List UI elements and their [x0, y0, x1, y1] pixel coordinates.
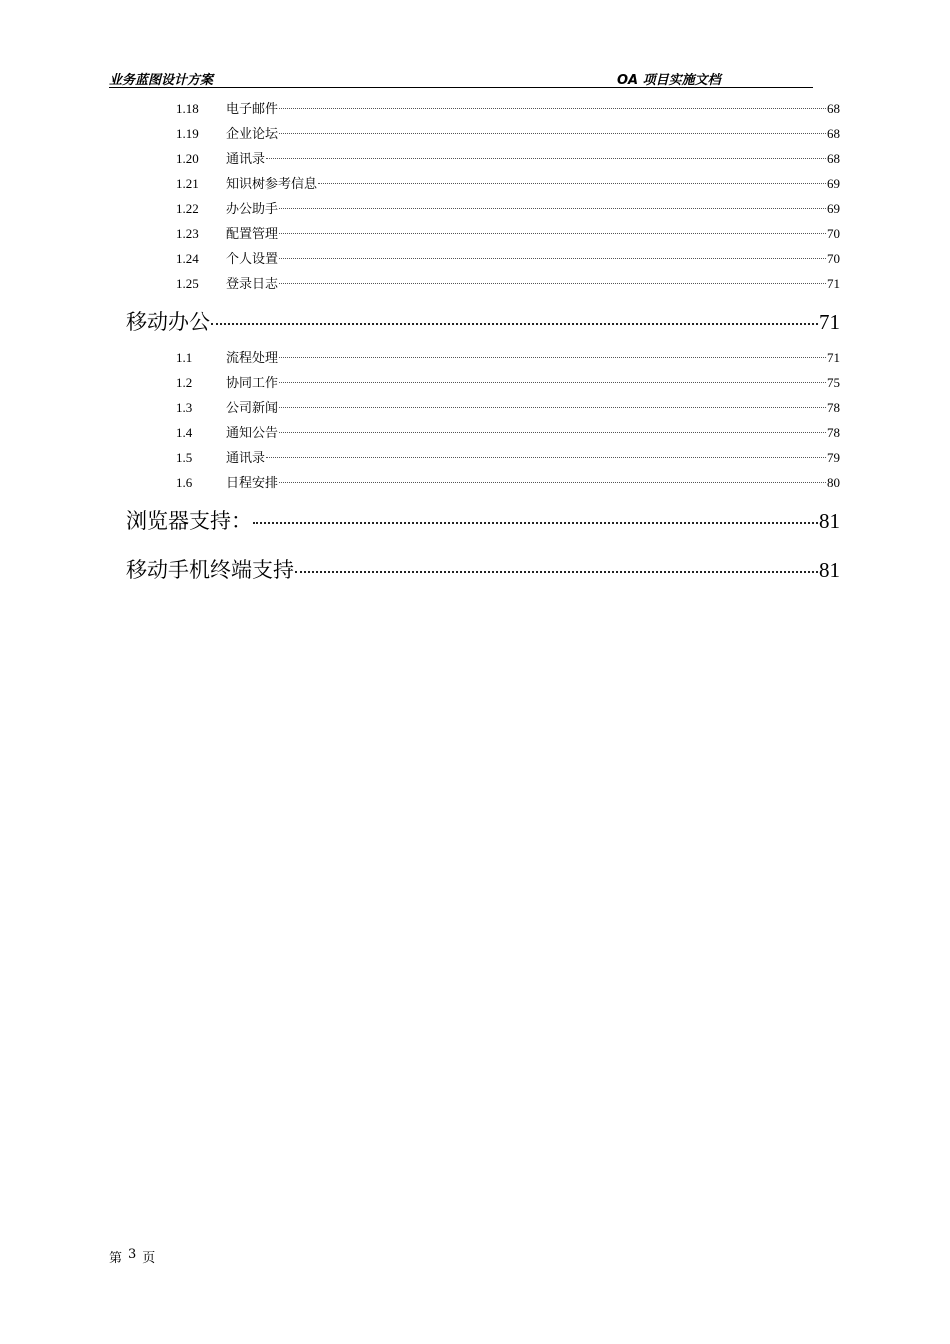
- toc-entry-title: 协同工作: [226, 376, 279, 391]
- toc-chapter-entry[interactable]: [126, 555, 840, 585]
- toc-entry-page: 70: [827, 251, 840, 266]
- toc-entry-page: 70: [827, 226, 840, 241]
- toc-entry[interactable]: [176, 124, 840, 144]
- toc-entry-title: 个人设置: [226, 252, 279, 267]
- header-doc-title: 业务蓝图设计方案: [109, 73, 214, 88]
- toc-chapter-page: 81: [819, 509, 840, 533]
- toc-leader-dots: [279, 283, 826, 284]
- toc-entry-title: 电子邮件: [226, 102, 279, 117]
- toc-chapter-title: 移动手机终端支持: [126, 558, 294, 582]
- toc-entry-page: 79: [827, 450, 840, 465]
- toc-entry-title: 公司新闻: [226, 401, 279, 416]
- toc-entry-number: 1.5: [176, 450, 193, 465]
- toc-entry-page: 68: [827, 151, 840, 166]
- toc-entry-number: 1.24: [176, 251, 199, 266]
- toc-entry-number: 1.25: [176, 276, 199, 291]
- toc-leader-dots: [279, 407, 826, 408]
- toc-entry-number: 1.2: [176, 375, 193, 390]
- page-footer: [109, 1247, 155, 1266]
- toc-entry-title: 通讯录: [226, 451, 266, 466]
- toc-leader-dots: [279, 357, 826, 358]
- toc-entry[interactable]: [176, 224, 840, 244]
- toc-entry[interactable]: [176, 423, 840, 443]
- toc-entry-number: 1.20: [176, 151, 199, 166]
- toc-leader-dots: [279, 258, 826, 259]
- toc-entry-title: 配置管理: [226, 227, 279, 242]
- toc-entry-title: 办公助手: [226, 202, 279, 217]
- toc-leader-dots: [211, 323, 818, 325]
- toc-entry-title: 日程安排: [226, 476, 279, 491]
- toc-entry[interactable]: [176, 99, 840, 119]
- toc-entry[interactable]: [176, 448, 840, 468]
- toc-entry-page: 71: [827, 276, 840, 291]
- toc-leader-dots: [266, 158, 826, 159]
- toc-entry[interactable]: [176, 249, 840, 269]
- toc-entry-title: 知识树参考信息: [226, 177, 318, 192]
- toc-chapter-page: 71: [819, 310, 840, 334]
- toc-leader-dots: [279, 432, 826, 433]
- toc-entry-title: 企业论坛: [226, 127, 279, 142]
- toc-entry[interactable]: [176, 149, 840, 169]
- toc-chapter-page: 81: [819, 558, 840, 582]
- toc-entry-title: 通知公告: [226, 426, 279, 441]
- toc-entry-number: 1.23: [176, 226, 199, 241]
- toc-entry-number: 1.3: [176, 400, 193, 415]
- toc-leader-dots: [318, 183, 826, 184]
- toc-leader-dots: [279, 382, 826, 383]
- footer-suffix: 页: [142, 1251, 156, 1266]
- toc-entry-title: 通讯录: [226, 152, 266, 167]
- toc-entry-page: 69: [827, 201, 840, 216]
- toc-entry-title: 流程处理: [226, 351, 279, 366]
- toc-entry[interactable]: [176, 174, 840, 194]
- toc-entry-number: 1.6: [176, 475, 193, 490]
- toc-entry-page: 78: [827, 425, 840, 440]
- footer-prefix: 第: [109, 1251, 123, 1266]
- toc-entry-number: 1.18: [176, 101, 199, 116]
- toc-entry[interactable]: [176, 199, 840, 219]
- toc-entry[interactable]: [176, 473, 840, 493]
- toc-leader-dots: [279, 108, 826, 109]
- toc-entry-title: 登录日志: [226, 277, 279, 292]
- toc-entry-number: 1.1: [176, 350, 193, 365]
- footer-page-number: 3: [128, 1247, 137, 1262]
- page-header: [109, 67, 813, 88]
- toc-entry[interactable]: [176, 274, 840, 294]
- toc-leader-dots: [266, 457, 826, 458]
- toc-chapter-entry[interactable]: [126, 307, 840, 337]
- toc-entry-page: 68: [827, 126, 840, 141]
- toc-entry[interactable]: [176, 373, 840, 393]
- toc-entry-page: 80: [827, 475, 840, 490]
- toc-leader-dots: [279, 133, 826, 134]
- toc-leader-dots: [253, 522, 818, 524]
- toc-entry[interactable]: [176, 348, 840, 368]
- toc-entry-number: 1.22: [176, 201, 199, 216]
- toc-leader-dots: [279, 482, 826, 483]
- toc-entry-page: 75: [827, 375, 840, 390]
- toc-entry-number: 1.21: [176, 176, 199, 191]
- toc-entry-page: 78: [827, 400, 840, 415]
- toc-entry-page: 68: [827, 101, 840, 116]
- header-project-title: OA 项目实施文档: [617, 73, 721, 88]
- toc-entry-page: 69: [827, 176, 840, 191]
- toc-chapter-title: 移动办公: [126, 310, 210, 334]
- toc-chapter-title: 浏览器支持：: [126, 509, 252, 533]
- toc-entry[interactable]: [176, 398, 840, 418]
- toc-leader-dots: [295, 571, 818, 573]
- toc-leader-dots: [279, 233, 826, 234]
- toc-chapter-entry[interactable]: [126, 506, 840, 536]
- toc-entry-page: 71: [827, 350, 840, 365]
- toc-entry-number: 1.4: [176, 425, 193, 440]
- toc-leader-dots: [279, 208, 826, 209]
- toc-entry-number: 1.19: [176, 126, 199, 141]
